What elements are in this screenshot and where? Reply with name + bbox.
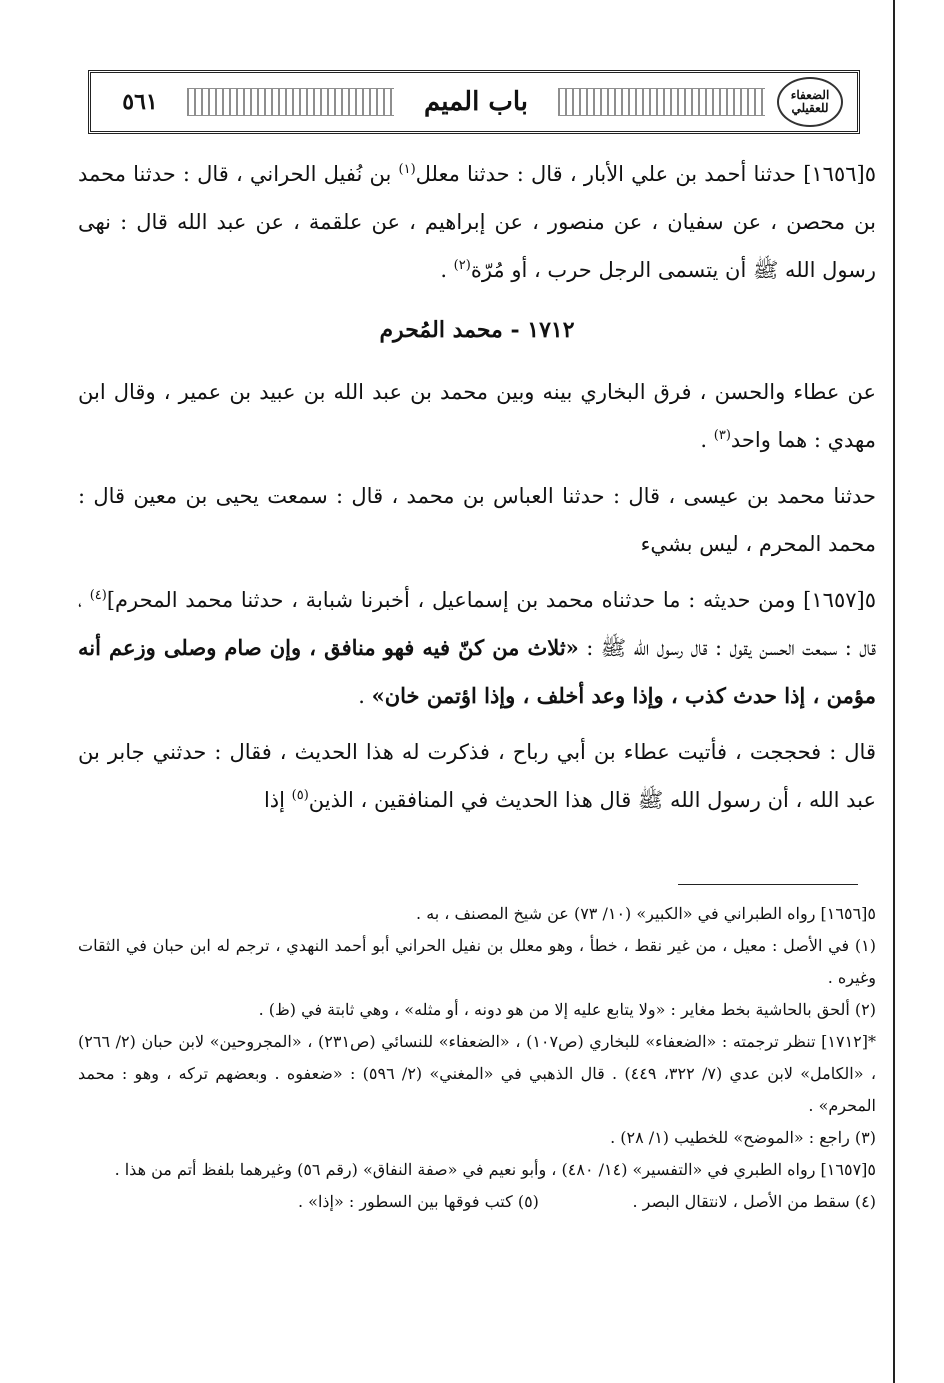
footnote-2: (٢) ألحق بالحاشية بخط مغاير : «ولا يتابع عليه إلا من هو دونه ، أو مثله» ، وهي ثابتة في (ظ) . bbox=[258, 1000, 876, 1019]
footnote-rule bbox=[678, 884, 858, 885]
book-seal: الضعفاء للعقيلي bbox=[777, 77, 843, 127]
footnote-1656: ٥[١٦٥٦] رواه الطبراني في «الكبير» (١٠/ ٧٣) عن شيخ المصنف ، به . bbox=[416, 904, 876, 923]
hadith-1656: ٥[١٦٥٦] حدثنا أحمد بن علي الأبار ، قال : حدثنا معلل$^{(١)}$ بن نُفيل الحراني ، قال : حدثنا محمد بن محصن ، عن سفيان ، عن منصور ، عن إبراهيم ، عن علقمة ، عن عبد الله قال : نهى رسول الله ﷺ أن يتسمى الرجل حرب ، أو مُرّة$^{(٢)}$ . bbox=[78, 162, 877, 282]
entry-paragraph-3: قال : فحججت ، فأتيت عطاء بن أبي رباح ، فذكرت له هذا الحديث ، فقال : حدثني جابر بن عبد الله ، أن رسول الله ﷺ قال هذا الحديث في المنافقين ، الذين$^{(٥)}$ إذا bbox=[78, 740, 876, 812]
entry-paragraph-1: عن عطاء والحسن ، فرق البخاري بينه وبين محمد بن عبد الله بن عبيد بن عمير ، وقال ابن مهدي : هما واحد$^{(٣)}$ . bbox=[78, 380, 876, 452]
margin-rule bbox=[893, 0, 895, 1383]
footnote-1657: ٥[١٦٥٧] رواه الطبري في «التفسير» (١٤/ ٤٨٠) ، وأبو نعيم في «صفة النفاق» (رقم ٥٦) وغيرهما بلفظ أتم من هذا . bbox=[114, 1160, 876, 1179]
footnote-1712: *[١٧١٢] تنظر ترجمته : «الضعفاء» للبخاري (ص١٠٧) ، «الضعفاء» للنسائي (ص٢٣١) ، «المجروحين» لابن حبان (٢/ ٢٦٦) ، «الكامل» لابن عدي (٧/ ٣٢٢، ٤٤٩) . قال الذهبي في «المغني» (٢/ ٥٩٦) : «ضعفوه . وبعضهم تركه ، وهو : محمد المحرم» . bbox=[78, 1032, 876, 1115]
chapter-title: باب الميم bbox=[423, 87, 528, 117]
entry-paragraph-2: حدثنا محمد بن عيسى ، قال : حدثنا العباس بن محمد ، قال : سمعت يحيى بن معين قال : محمد المحرم ، ليس بشيء bbox=[78, 484, 876, 556]
main-text bbox=[78, 150, 876, 832]
footnote-1: (١) في الأصل : معيل ، من غير نقط ، خطأ ، وهو معلل بن نفيل الحراني أبو أحمد النهدي ، ترجم له ابن حبان في الثقات وغيره . bbox=[78, 936, 876, 987]
footnote-3: (٣) راجع : «الموضح» للخطيب (١/ ٢٨) . bbox=[610, 1128, 876, 1147]
hadith-1657: ٥[١٦٥٧] ومن حديثه : ما حدثناه محمد بن إسماعيل ، أخبرنا شبابة ، حدثنا محمد المحرم]$^{(٤)}$ ، قال : سمعت الحسن يقول : قال رسول الله ﷺ : «ثلاث من كنّ فيه فهو منافق ، وإن صام وصلى وزعم أنه مؤمن ، إذا حدث كذب ، وإذا وعد أخلف ، وإذا اؤتمن خان» . bbox=[78, 588, 876, 708]
footnote-5: (٥) كتب فوقها بين السطور : «إذا» . bbox=[298, 1192, 539, 1211]
footnotes bbox=[78, 898, 876, 1218]
page-number: ٥٦١ bbox=[122, 89, 158, 115]
footnote-4: (٤) سقط من الأصل ، لانتقال البصر . bbox=[632, 1192, 876, 1211]
entry-heading: ١٧١٢ - محمد المُحرم bbox=[379, 317, 575, 343]
page-header bbox=[88, 70, 860, 134]
ornament-left bbox=[187, 88, 394, 116]
ornament-right bbox=[558, 88, 765, 116]
footnote-last-line bbox=[78, 1186, 876, 1218]
